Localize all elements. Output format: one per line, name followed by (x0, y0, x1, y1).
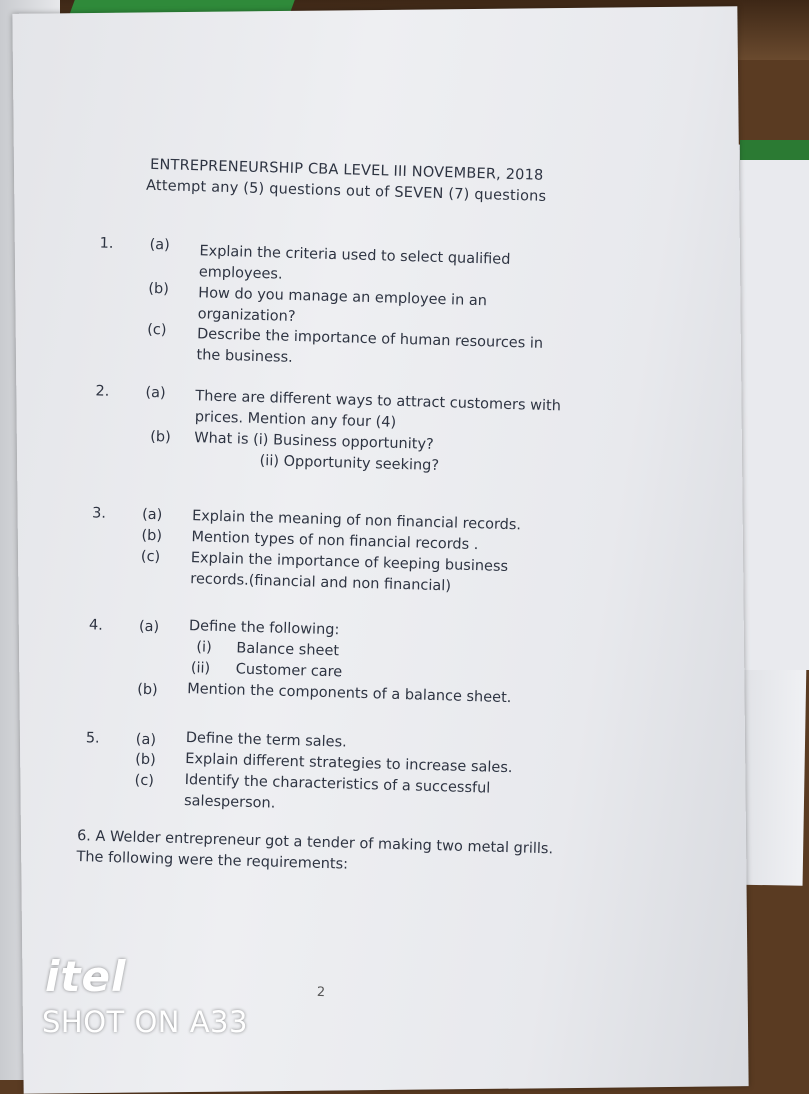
q1-c-label: (c) (147, 321, 167, 339)
q5-c-label: (c) (134, 772, 155, 790)
q3-a-label: (a) (141, 506, 163, 524)
camera-brand-watermark: itel (45, 952, 127, 1001)
exam-header (131, 154, 562, 208)
q5-b-label: (b) (135, 751, 156, 769)
q1-a-label: (a) (149, 236, 171, 254)
q3-b-text: Mention types of non financial records . (191, 529, 479, 554)
q5-b-text: Explain different strategies to increase sales. (185, 751, 513, 777)
q1-a-text: Explain the criteria used to select qualified employees. (198, 243, 511, 283)
q2-b-label: (b) (150, 428, 171, 446)
q1-c-text: Describe the importance of human resources in the business. (196, 326, 544, 366)
q2-b-ii-text: (ii) Opportunity seeking? (259, 453, 440, 475)
q2-a-text: There are different ways to attract customers with prices. Mention any four (4) (194, 388, 562, 431)
q3-number: 3. (91, 505, 107, 522)
q4-a-text: Define the following: (188, 618, 340, 639)
q3-c-text: Explain the importance of keeping business records.(financial and non financial) (190, 550, 509, 595)
q3-c-label: (c) (140, 548, 161, 566)
q4-number: 4. (88, 617, 104, 634)
q4-a-i-label: (i) (196, 639, 212, 656)
q5-a-label: (a) (135, 731, 157, 749)
q1-number: 1. (99, 235, 114, 252)
q6-text: 6. A Welder entrepreneur got a tender of making two metal grills. The following were the requirements: (76, 828, 554, 873)
q2-b-text: What is (i) Business opportunity? (194, 430, 434, 453)
q5-number: 5. (85, 730, 100, 747)
q4-a-ii-label: (ii) (190, 660, 211, 677)
q1-b-text: How do you manage an employee in an organization? (197, 285, 488, 325)
q4-a-ii-text: Customer care (235, 661, 343, 681)
q5-a-text: Define the term sales. (185, 730, 347, 751)
q3-b-label: (b) (141, 527, 163, 545)
q1-b-label: (b) (148, 280, 170, 298)
q5-c-text: Identify the characteristics of a successful salesperson. (183, 772, 491, 812)
exam-title: ENTREPRENEURSHIP CBA LEVEL III NOVEMBER, 2018 (149, 156, 544, 184)
q3-a-text: Explain the meaning of non financial records. (191, 508, 522, 534)
camera-shot-watermark: SHOT ON A33 (42, 1005, 248, 1039)
q4-b-label: (b) (136, 681, 158, 699)
q4-b-text: Mention the components of a balance sheet. (186, 681, 512, 707)
exam-instruction: Attempt any (5) questions out of SEVEN (7) questions (145, 177, 547, 205)
page-number: 2 (316, 984, 326, 1001)
q2-number: 2. (95, 383, 110, 400)
q4-a-i-text: Balance sheet (236, 640, 340, 660)
q2-a-label: (a) (145, 384, 166, 402)
q4-a-label: (a) (138, 618, 160, 636)
